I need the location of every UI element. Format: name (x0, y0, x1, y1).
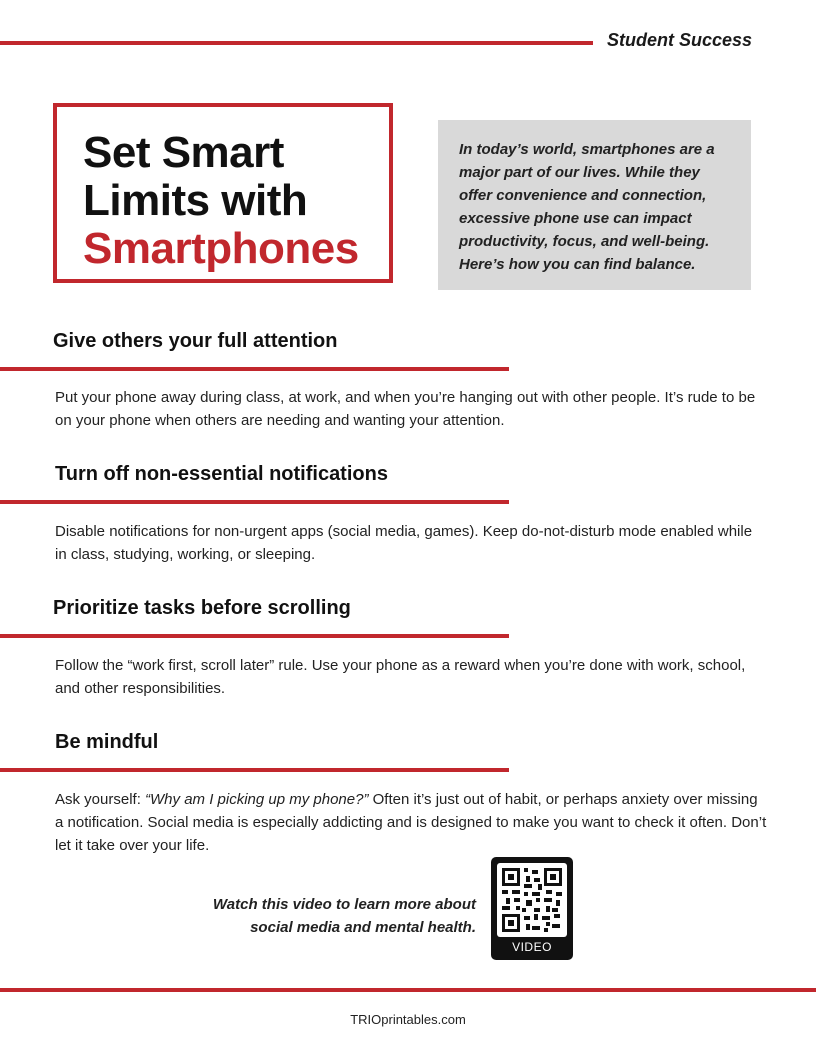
section-title: Prioritize tasks before scrolling (53, 597, 351, 619)
video-label: VIDEO (512, 940, 552, 954)
section-rule (0, 768, 509, 772)
body-quote: “Why am I picking up my phone?” (145, 791, 369, 808)
header-rule (0, 41, 593, 45)
title-line-2: Limits with (83, 176, 308, 225)
body-lead: Ask yourself: (55, 791, 146, 808)
category-label: Student Success (606, 30, 752, 50)
title-box (53, 103, 393, 283)
intro-box: In today’s world, smartphones are a major part of our lives. While they offer convenience and connection, excessive phone use can impact productivity, focus, and well-being. Here’s how you can find balance. (438, 120, 751, 290)
qr-code-icon (502, 868, 562, 932)
section-body (55, 788, 767, 857)
section-title: Give others your full attention (53, 330, 338, 352)
body-rest: Often it’s just out of habit, or perhaps anxiety over missing a notification. Social media is especially addicting and is designed to make you want to check it often. Don’t let it take over your life. (55, 791, 767, 854)
footer-rule (0, 988, 816, 992)
section-rule (0, 500, 509, 504)
section-title: Be mindful (55, 731, 159, 753)
qr-frame (497, 863, 567, 937)
video-caption: Watch this video to learn more about social media and mental health. (212, 896, 476, 936)
section-rule (0, 367, 509, 371)
section-body: Put your phone away during class, at work, and when you’re hanging out with other people. It’s rude to be on your phone when others are needing and wanting your attention. (55, 389, 756, 429)
section-body: Follow the “work first, scroll later” rule. Use your phone as a reward when you’re done with work, school, and other responsibilities. (55, 657, 746, 697)
section-body: Disable notifications for non-urgent apps (social media, games). Keep do-not-disturb mode enabled while in class, studying, working, or sleeping. (55, 523, 753, 563)
section-title: Turn off non-essential notifications (55, 463, 388, 485)
video-qr-card[interactable] (491, 857, 573, 960)
footer-url[interactable]: TRIOprintables.com (350, 1012, 466, 1027)
title-line-3: Smartphones (83, 224, 359, 273)
title-line-1: Set Smart (83, 128, 284, 177)
section-rule (0, 634, 509, 638)
